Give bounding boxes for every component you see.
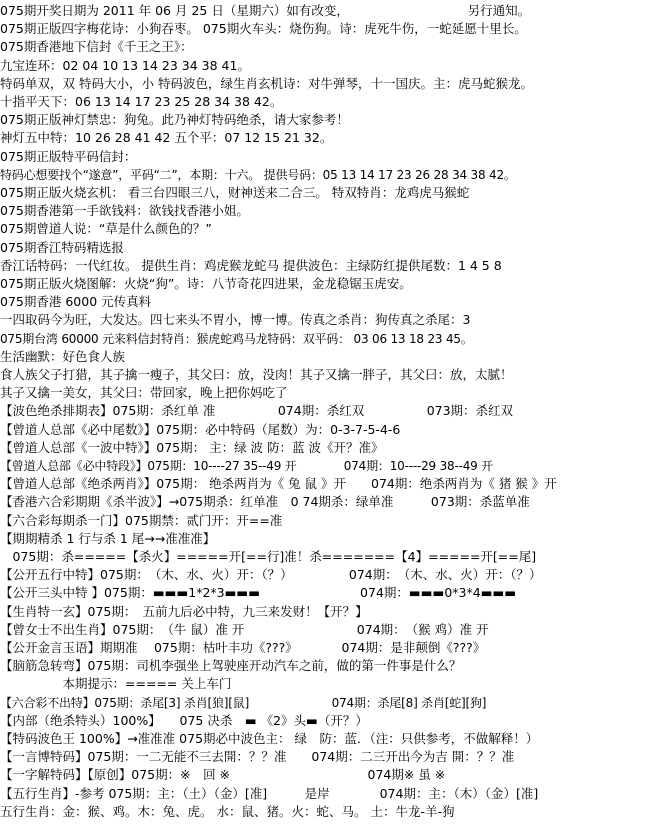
document-line: 【公开金言玉语】期期准 075期：枯叶丰功《???》 074期：是非颠倒《???》 — [0, 640, 486, 655]
document-line: 075期香港地下信封《千王之王》： — [0, 39, 193, 55]
document-line: 075期正版四字梅花诗：小狗吞枣。 075期火车头：烧伤狗。诗：虎死牛伤，一蛇延愿十里长。 — [0, 21, 527, 37]
document-line: 【公开五行中特】075期： （木、水、火）开：（？） 074期： （木、水、火）开：（？） — [0, 567, 542, 583]
document-line: 九宝连环：02 04 10 13 14 23 34 38 41。 — [0, 57, 250, 73]
document-line: 【曾道人总部《必中尾数》】075期：必中特码（尾数）为：0-3-7-5-4-6 — [0, 421, 401, 437]
document-line: 【内部（绝杀特头）100%】 075 决杀 ▬ 《2》头▬（开？） — [0, 712, 368, 728]
document-line: 生活幽默：好色食人族 — [0, 348, 126, 364]
document-line: 特码单双，双 特码大小，小 特码波色，绿生肖玄机诗：对牛弹琴，十一国庆。主：虎马蛇猴龙。 — [0, 75, 533, 91]
document-line: 【香港六合彩期期《杀半波》】→075期杀：红单准 0 74期杀：绿单准 073期：杀蓝单准 — [0, 494, 530, 510]
document-line: 075期香港第一手欲钱料：欲钱找香港小姐。 — [0, 203, 249, 219]
document-line: 【公开三头中特 】075期：▬▬▬1*2*3▬▬▬ 074期：▬▬▬0*3*4▬▬▬ — [0, 585, 517, 601]
document-line: 075期：杀=====【杀火】=====开[==行]准！杀=======【4】=====开[==尾] — [0, 549, 537, 564]
document-line: 神灯五中特：10 26 28 41 42 五个平：07 12 15 21 32。 — [0, 130, 333, 146]
document-line: 075期香江特码精选报 — [0, 239, 124, 255]
document-line: 十指平天下：06 13 14 17 23 25 28 34 38 42。 — [0, 94, 283, 109]
document-line: 【五行生肖】-参考 075期：主：（土）（金）[准] 是岸 074期：主：（木）（金）[准] — [0, 785, 539, 801]
document-line: 香江话特码：一代红妆。 提供生肖：鸡虎猴龙蛇马 提供波色：主绿防红提供尾数：1 4 5 8 — [0, 257, 502, 273]
document-line: 【波色绝杀排期表】075期：杀红单 准 074期：杀红双 073期：杀红双 — [0, 403, 514, 419]
document-line: 【曾女士不出生肖】075期： （牛 鼠）准 开 074期： （猴 鸡）准 开 — [0, 621, 489, 637]
document-line: 【生肖特一玄】075期： 五前九后必中特，九三来发财！【开？】 — [0, 603, 368, 619]
document-line: 075期正版火烧图解：火烧“狗”。诗：八节奇花四进果，金龙稳锯玉虎安。 — [0, 276, 412, 291]
document-line: 075期正版火烧玄机： 看三台四眼三八，财神送来二合三。 特双特肖：龙鸡虎马猴蛇 — [0, 185, 470, 200]
document-line: 【六合彩每期杀一门】075期禁：贰门开：开==准 — [0, 512, 283, 528]
document-line: 食人族父子打猎，其子擒一瘦子，其父曰：放，没肉！其子又擒一胖子，其父曰：放，太腻！ — [0, 367, 513, 382]
document-line: 【一字解特码】【原创】075期：※ 回 ※ 074期※ 虽 ※ — [0, 767, 446, 783]
document-line: 特码心想要找个“遂意”，平码“二”，本期：十六。 提供号码：05 13 14 17 23 26 28 34 38 42。 — [0, 167, 516, 182]
document-line: 本期提示：===== 关上车门 — [0, 676, 232, 692]
document-line: 【曾道人总部《必中特段》】075期：10----27 35--49 开 074期：10----29 38--49 开 — [0, 459, 493, 473]
document-line: 【期期精杀 1 行与杀 1 尾→→准准准】 — [0, 530, 216, 546]
document-line: 【曾道人总部《绝杀两肖》】075期： 绝杀两肖为《 兔 鼠 》开 074期：绝杀两肖为《 猪 猴 》开 — [0, 476, 557, 492]
document-line: 一四取码今为旺，大发达。四七来头不胃小，博一博。传真之杀肖：狗传真之杀尾：3 — [0, 312, 471, 328]
document-line: 其子又擒一美女，其父曰：带回家，晚上把你妈吃了 — [0, 385, 288, 401]
document-line: 075期台湾 60000 元来料信封特肖：猴虎蛇鸡马龙特码：双平码： 03 06 13 18 23 45。 — [0, 331, 473, 346]
document-line: 【特码波色王 100%】→准准准 075期必中波色主： 绿 防：蓝．（注：只供参考，不做解释！） — [0, 731, 539, 746]
document-line: 075期开奖日期为 2011 年 06 月 25 日（星期六）如有改变， 另行通知。 — [0, 3, 531, 18]
document-line: 【一言博特码】075期：一二无能不三去開：？？准 074期：二三开出今为吉 開：？？准 — [0, 749, 515, 765]
document-line: 【脑筋急转弯】075期：司机李强坐上驾驶座开动汽车之前，做的第一件事是什么？ — [0, 658, 462, 674]
document-line: 075期正版神灯禁忠：狗兔。此乃神灯特码绝杀，请大家参考！ — [0, 112, 349, 128]
document-line: 五行生肖：金：猴、鸡。木：兔、虎。 水：鼠、猪。火：蛇、马。 土：牛龙-羊-狗 — [0, 803, 455, 819]
document-line: 【曾道人总部《一波中特》】075期： 主：绿 波 防：蓝 波《开？准》 — [0, 439, 384, 455]
document-line: 【六合彩不出特】075期：杀尾[3] 杀肖[狼][鼠] 074期：杀尾[8] 杀肖[蛇][狗] — [0, 695, 487, 710]
document-line: 075期香港 6000 元传真料 — [0, 294, 152, 310]
document-line: 075期正版特平码信封： — [0, 148, 137, 164]
document-line: 075期曾道人说：“草是什么颜色的？” — [0, 221, 212, 237]
